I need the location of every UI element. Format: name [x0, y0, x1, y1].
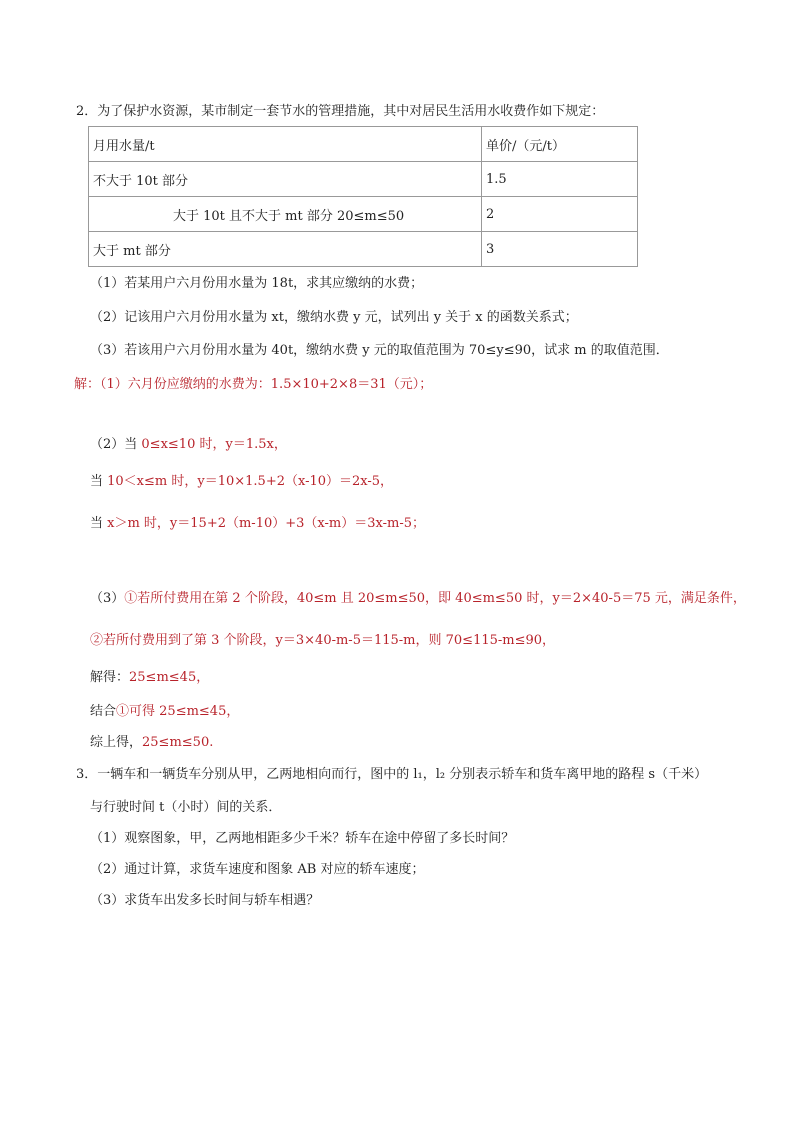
solution-step-text: 10＜x≤m 时，y＝10×1.5+2（x-10）＝2x-5， — [107, 474, 394, 489]
problem-2-intro: 2．为了保护水资源，某市制定一套节水的管理措施，其中对居民生活用水收费作如下规定： — [76, 104, 605, 119]
question-2-2: （2）记该用户六月份用水量为 xt，缴纳水费 y 元，试列出 y 关于 x 的函数关系式； — [90, 310, 578, 325]
table-cell: 大于 10t 且不大于 mt 部分 20≤m≤50 — [89, 197, 482, 232]
solution-2-step-3e — [90, 734, 213, 752]
solution-step-text: （1）六月份应缴纳的水费为：1.5×10+2×8＝31（元）； — [100, 377, 433, 392]
solution-2-step-3c — [90, 669, 209, 687]
question-2-1: （1）若某用户六月份用水量为 18t，求其应缴纳的水费； — [90, 276, 424, 291]
solution-label: 解： — [74, 377, 101, 392]
solution-step-label: 综上得， — [90, 735, 143, 750]
solution-step-label: 解得： — [90, 670, 130, 685]
table-cell: 2 — [482, 197, 638, 232]
problem-3-intro-line-1: 3．一辆车和一辆货车分别从甲，乙两地相向而行，图中的 l₁，l₂ 分别表示轿车和货车离甲地的路程 s（千米） — [76, 767, 708, 782]
solution-step-label: 结合 — [90, 704, 117, 719]
table-row — [89, 232, 638, 267]
problem-3-intro-line-2: 与行驶时间 t（小时）间的关系． — [90, 800, 282, 815]
solution-step-text: 25≤m≤45， — [129, 670, 210, 685]
solution-step-label: 当 — [90, 474, 108, 489]
solution-2-step-1 — [74, 376, 432, 394]
water-fee-table — [88, 126, 638, 267]
solution-2-step-2c — [90, 515, 425, 533]
solution-step-label: 当 — [90, 516, 108, 531]
solution-step-label: （2）当 — [90, 437, 142, 452]
question-3-1: （1）观察图象，甲，乙两地相距多少千米？轿车在途中停留了多长时间？ — [90, 831, 515, 846]
question-3-3: （3）求货车出发多长时间与轿车相遇？ — [90, 893, 320, 908]
solution-2-step-3d — [90, 703, 239, 721]
solution-2-step-2a — [90, 436, 287, 454]
table-cell: 大于 mt 部分 — [89, 232, 482, 267]
solution-step-text: 25≤m≤50. — [142, 735, 214, 750]
table-header-cell: 月用水量/t — [89, 127, 482, 162]
table-cell: 不大于 10t 部分 — [89, 162, 482, 197]
question-2-3: （3）若该用户六月份用水量为 40t，缴纳水费 y 元的取值范围为 70≤y≤90，试求 m 的取值范围． — [90, 343, 669, 358]
solution-2-step-3a — [90, 590, 746, 608]
solution-step-text: x＞m 时，y＝15+2（m-10）+3（x-m）＝3x-m-5； — [107, 516, 425, 531]
question-3-2: （2）通过计算，求货车速度和图象 AB 对应的轿车速度； — [90, 862, 425, 877]
table-cell: 1.5 — [482, 162, 638, 197]
table-row — [89, 127, 638, 162]
solution-step-text: ①可得 25≤m≤45， — [116, 704, 240, 719]
solution-step-text: 0≤x≤10 时，y＝1.5x， — [141, 437, 287, 452]
table-header-cell: 单价/（元/t） — [482, 127, 638, 162]
solution-2-step-3b: ②若所付费用到了第 3 个阶段，y＝3×40-m-5＝115-m，则 70≤115-m≤90， — [90, 633, 556, 648]
solution-step-label: （3） — [90, 591, 125, 606]
table-row — [89, 197, 638, 232]
table-row — [89, 162, 638, 197]
table-cell: 3 — [482, 232, 638, 267]
solution-2-step-2b — [90, 473, 393, 491]
solution-step-text: ①若所付费用在第 2 个阶段，40≤m 且 20≤m≤50，即 40≤m≤50 时，y＝2×40-5＝75 元，满足条件， — [124, 591, 746, 606]
